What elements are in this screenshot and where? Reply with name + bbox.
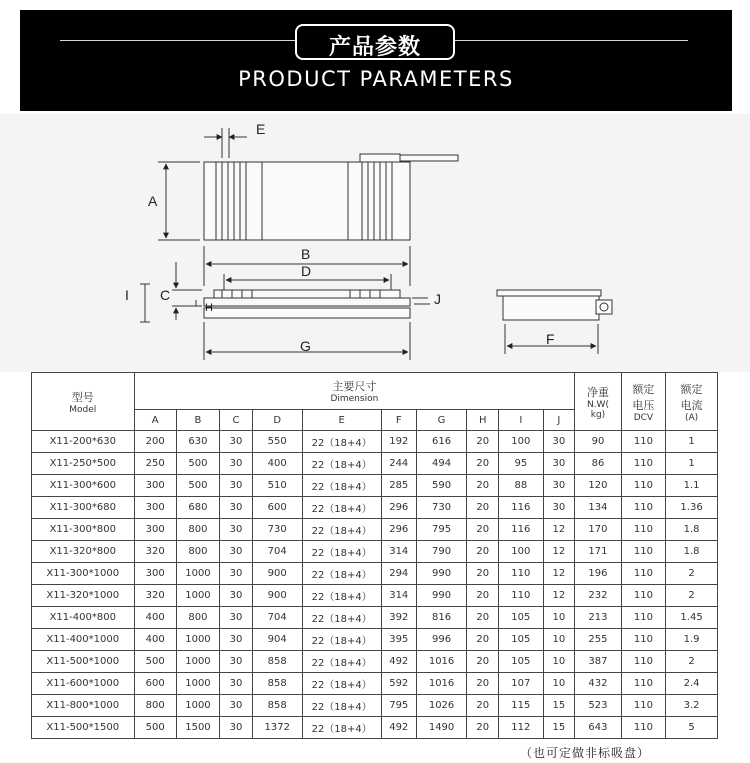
dim-label-b: B <box>301 246 311 262</box>
table-cell: 200 <box>134 431 176 453</box>
table-cell: 500 <box>134 717 176 739</box>
banner-line-left <box>60 40 296 41</box>
dim-col-header: G <box>416 410 467 431</box>
table-cell: 110 <box>621 629 665 651</box>
table-cell: 630 <box>176 431 219 453</box>
table-cell: 110 <box>621 717 665 739</box>
table-cell: 1000 <box>176 673 219 695</box>
table-cell: 22（18+4） <box>302 475 381 497</box>
table-row <box>32 453 718 475</box>
table-cell: 110 <box>621 475 665 497</box>
table-cell: 2.4 <box>666 673 718 695</box>
table-cell: 12 <box>543 585 575 607</box>
table-cell: 100 <box>499 431 543 453</box>
title-frame <box>295 24 455 60</box>
table-cell: 20 <box>467 607 499 629</box>
dim-label-h: H <box>205 302 213 314</box>
custom-note: （也可定做非标吸盘） <box>520 746 651 760</box>
table-cell: 996 <box>416 629 467 651</box>
table-cell: 30 <box>220 673 253 695</box>
table-cell: 20 <box>467 585 499 607</box>
dim-label-i: I <box>125 287 129 303</box>
model-cell: X11-320*800 <box>32 541 135 563</box>
dim-col-header: D <box>252 410 302 431</box>
table-row <box>32 585 718 607</box>
table-row <box>32 475 718 497</box>
table-cell: 900 <box>252 563 302 585</box>
technical-drawing <box>0 114 750 372</box>
dim-label-g: G <box>300 338 311 354</box>
table-cell: 320 <box>134 585 176 607</box>
table-cell: 2 <box>666 563 718 585</box>
table-cell: 643 <box>575 717 622 739</box>
table-cell: 320 <box>134 541 176 563</box>
table-cell: 300 <box>134 519 176 541</box>
dim-col-header: B <box>176 410 219 431</box>
table-cell: 110 <box>499 585 543 607</box>
banner-line-right <box>454 40 688 41</box>
table-cell: 3.2 <box>666 695 718 717</box>
table-cell: 900 <box>252 585 302 607</box>
voltage-header: 额定 电压 DCV <box>621 373 665 431</box>
table-cell: 795 <box>416 519 467 541</box>
table-cell: 1 <box>666 453 718 475</box>
dim-col-header: J <box>543 410 575 431</box>
table-cell: 22（18+4） <box>302 453 381 475</box>
table-cell: 30 <box>220 651 253 673</box>
table-cell: 105 <box>499 651 543 673</box>
table-cell: 800 <box>134 695 176 717</box>
model-cell: X11-300*1000 <box>32 563 135 585</box>
table-cell: 387 <box>575 651 622 673</box>
table-cell: 730 <box>416 497 467 519</box>
table-cell: 30 <box>220 695 253 717</box>
table-cell: 30 <box>220 475 253 497</box>
table-cell: 600 <box>134 673 176 695</box>
table-cell: 500 <box>176 453 219 475</box>
table-cell: 492 <box>381 651 416 673</box>
spec-table <box>31 372 718 739</box>
model-cell: X11-300*680 <box>32 497 135 519</box>
table-cell: 110 <box>621 651 665 673</box>
table-cell: 400 <box>252 453 302 475</box>
table-cell: 12 <box>543 519 575 541</box>
table-cell: 858 <box>252 673 302 695</box>
table-row <box>32 519 718 541</box>
model-cell: X11-600*1000 <box>32 673 135 695</box>
model-cell: X11-800*1000 <box>32 695 135 717</box>
table-cell: 30 <box>543 497 575 519</box>
table-cell: 1.9 <box>666 629 718 651</box>
table-cell: 2 <box>666 585 718 607</box>
table-cell: 22（18+4） <box>302 673 381 695</box>
table-cell: 196 <box>575 563 622 585</box>
table-cell: 510 <box>252 475 302 497</box>
table-cell: 116 <box>499 519 543 541</box>
table-cell: 20 <box>467 431 499 453</box>
table-cell: 255 <box>575 629 622 651</box>
model-cell: X11-320*1000 <box>32 585 135 607</box>
dimension-header: 主要尺寸 Dimension <box>134 373 575 410</box>
table-cell: 680 <box>176 497 219 519</box>
dim-col-header: H <box>467 410 499 431</box>
table-cell: 115 <box>499 695 543 717</box>
table-cell: 2 <box>666 651 718 673</box>
table-cell: 20 <box>467 541 499 563</box>
table-cell: 1.8 <box>666 519 718 541</box>
table-cell: 20 <box>467 497 499 519</box>
table-cell: 244 <box>381 453 416 475</box>
dim-col-header: C <box>220 410 253 431</box>
table-row <box>32 629 718 651</box>
table-cell: 20 <box>467 519 499 541</box>
table-cell: 88 <box>499 475 543 497</box>
table-cell: 20 <box>467 695 499 717</box>
table-cell: 858 <box>252 695 302 717</box>
table-cell: 110 <box>621 431 665 453</box>
table-cell: 1 <box>666 431 718 453</box>
dim-col-header: A <box>134 410 176 431</box>
table-cell: 110 <box>499 563 543 585</box>
table-cell: 494 <box>416 453 467 475</box>
dim-col-header: I <box>499 410 543 431</box>
table-cell: 800 <box>176 607 219 629</box>
table-cell: 285 <box>381 475 416 497</box>
table-cell: 22（18+4） <box>302 607 381 629</box>
table-cell: 20 <box>467 717 499 739</box>
table-row <box>32 673 718 695</box>
table-cell: 110 <box>621 453 665 475</box>
model-cell: X11-400*1000 <box>32 629 135 651</box>
table-cell: 1.8 <box>666 541 718 563</box>
model-cell: X11-300*800 <box>32 519 135 541</box>
table-cell: 22（18+4） <box>302 651 381 673</box>
table-cell: 20 <box>467 563 499 585</box>
table-cell: 550 <box>252 431 302 453</box>
table-cell: 904 <box>252 629 302 651</box>
table-cell: 22（18+4） <box>302 497 381 519</box>
table-cell: 590 <box>416 475 467 497</box>
table-row <box>32 651 718 673</box>
table-cell: 600 <box>252 497 302 519</box>
table-cell: 22（18+4） <box>302 585 381 607</box>
table-cell: 10 <box>543 673 575 695</box>
table-cell: 1000 <box>176 629 219 651</box>
dim-label-f: F <box>546 331 555 347</box>
table-cell: 110 <box>621 585 665 607</box>
table-cell: 10 <box>543 651 575 673</box>
table-cell: 192 <box>381 431 416 453</box>
table-cell: 22（18+4） <box>302 431 381 453</box>
table-cell: 314 <box>381 541 416 563</box>
table-cell: 22（18+4） <box>302 717 381 739</box>
table-cell: 134 <box>575 497 622 519</box>
table-cell: 704 <box>252 541 302 563</box>
table-cell: 1016 <box>416 673 467 695</box>
table-cell: 30 <box>220 607 253 629</box>
page-title-en: PRODUCT PARAMETERS <box>238 67 514 91</box>
dim-label-d: D <box>301 263 312 279</box>
table-cell: 392 <box>381 607 416 629</box>
table-cell: 314 <box>381 585 416 607</box>
table-cell: 10 <box>543 607 575 629</box>
table-cell: 816 <box>416 607 467 629</box>
table-row <box>32 717 718 739</box>
table-cell: 30 <box>220 431 253 453</box>
table-cell: 30 <box>543 431 575 453</box>
table-cell: 795 <box>381 695 416 717</box>
table-row <box>32 497 718 519</box>
table-cell: 296 <box>381 497 416 519</box>
table-cell: 110 <box>621 497 665 519</box>
table-cell: 100 <box>499 541 543 563</box>
model-cell: X11-250*500 <box>32 453 135 475</box>
table-cell: 1.1 <box>666 475 718 497</box>
table-cell: 20 <box>467 453 499 475</box>
table-cell: 990 <box>416 563 467 585</box>
table-cell: 432 <box>575 673 622 695</box>
table-cell: 170 <box>575 519 622 541</box>
table-cell: 300 <box>134 563 176 585</box>
table-cell: 250 <box>134 453 176 475</box>
table-cell: 105 <box>499 629 543 651</box>
table-cell: 1016 <box>416 651 467 673</box>
table-cell: 990 <box>416 585 467 607</box>
table-cell: 20 <box>467 651 499 673</box>
table-cell: 110 <box>621 563 665 585</box>
table-cell: 1026 <box>416 695 467 717</box>
table-cell: 30 <box>220 629 253 651</box>
table-cell: 858 <box>252 651 302 673</box>
table-cell: 523 <box>575 695 622 717</box>
table-cell: 112 <box>499 717 543 739</box>
table-cell: 30 <box>220 541 253 563</box>
table-cell: 20 <box>467 629 499 651</box>
dim-label-e: E <box>256 121 266 137</box>
table-cell: 1.36 <box>666 497 718 519</box>
table-cell: 1000 <box>176 651 219 673</box>
header-banner <box>20 10 732 111</box>
table-cell: 1000 <box>176 563 219 585</box>
table-cell: 107 <box>499 673 543 695</box>
table-cell: 22（18+4） <box>302 519 381 541</box>
table-cell: 22（18+4） <box>302 541 381 563</box>
table-cell: 296 <box>381 519 416 541</box>
table-cell: 730 <box>252 519 302 541</box>
table-cell: 1000 <box>176 585 219 607</box>
table-cell: 30 <box>220 519 253 541</box>
table-cell: 22（18+4） <box>302 629 381 651</box>
table-cell: 790 <box>416 541 467 563</box>
top-view-body <box>204 162 410 240</box>
table-cell: 1372 <box>252 717 302 739</box>
table-cell: 500 <box>176 475 219 497</box>
page-title-cn: 产品参数 <box>328 35 421 60</box>
table-cell: 294 <box>381 563 416 585</box>
table-cell: 120 <box>575 475 622 497</box>
table-cell: 20 <box>467 475 499 497</box>
model-header: 型号 Model <box>32 373 135 431</box>
table-cell: 15 <box>543 695 575 717</box>
table-cell: 22（18+4） <box>302 695 381 717</box>
table-cell: 12 <box>543 563 575 585</box>
table-cell: 395 <box>381 629 416 651</box>
table-cell: 22（18+4） <box>302 563 381 585</box>
table-cell: 500 <box>134 651 176 673</box>
table-cell: 1.45 <box>666 607 718 629</box>
table-cell: 1500 <box>176 717 219 739</box>
table-cell: 30 <box>543 453 575 475</box>
table-cell: 800 <box>176 541 219 563</box>
table-cell: 704 <box>252 607 302 629</box>
table-cell: 110 <box>621 541 665 563</box>
model-cell: X11-200*630 <box>32 431 135 453</box>
table-cell: 10 <box>543 629 575 651</box>
table-cell: 110 <box>621 519 665 541</box>
dim-col-header: F <box>381 410 416 431</box>
table-cell: 300 <box>134 475 176 497</box>
table-row <box>32 541 718 563</box>
table-row <box>32 431 718 453</box>
model-cell: X11-400*800 <box>32 607 135 629</box>
dim-label-j: J <box>434 291 441 307</box>
table-cell: 86 <box>575 453 622 475</box>
table-cell: 105 <box>499 607 543 629</box>
model-cell: X11-500*1500 <box>32 717 135 739</box>
table-row <box>32 695 718 717</box>
table-row <box>32 607 718 629</box>
table-cell: 300 <box>134 497 176 519</box>
current-header: 额定 电流 (A) <box>666 373 718 431</box>
model-cell: X11-300*600 <box>32 475 135 497</box>
table-cell: 20 <box>467 673 499 695</box>
model-cell: X11-500*1000 <box>32 651 135 673</box>
table-cell: 116 <box>499 497 543 519</box>
table-cell: 15 <box>543 717 575 739</box>
dim-col-header: E <box>302 410 381 431</box>
table-cell: 30 <box>220 585 253 607</box>
table-cell: 400 <box>134 607 176 629</box>
table-cell: 12 <box>543 541 575 563</box>
table-cell: 171 <box>575 541 622 563</box>
table-cell: 213 <box>575 607 622 629</box>
dim-label-c: C <box>160 287 171 303</box>
dim-label-a: A <box>148 193 158 209</box>
table-cell: 232 <box>575 585 622 607</box>
table-cell: 592 <box>381 673 416 695</box>
table-cell: 110 <box>621 607 665 629</box>
table-cell: 30 <box>220 453 253 475</box>
table-cell: 5 <box>666 717 718 739</box>
table-cell: 492 <box>381 717 416 739</box>
table-cell: 95 <box>499 453 543 475</box>
table-cell: 30 <box>220 497 253 519</box>
table-cell: 1490 <box>416 717 467 739</box>
table-cell: 400 <box>134 629 176 651</box>
table-cell: 30 <box>543 475 575 497</box>
table-cell: 110 <box>621 695 665 717</box>
table-cell: 30 <box>220 717 253 739</box>
table-cell: 616 <box>416 431 467 453</box>
table-cell: 30 <box>220 563 253 585</box>
weight-header: 净重 N.W( kg) <box>575 373 622 431</box>
table-cell: 800 <box>176 519 219 541</box>
table-cell: 90 <box>575 431 622 453</box>
table-cell: 110 <box>621 673 665 695</box>
table-row <box>32 563 718 585</box>
table-cell: 1000 <box>176 695 219 717</box>
